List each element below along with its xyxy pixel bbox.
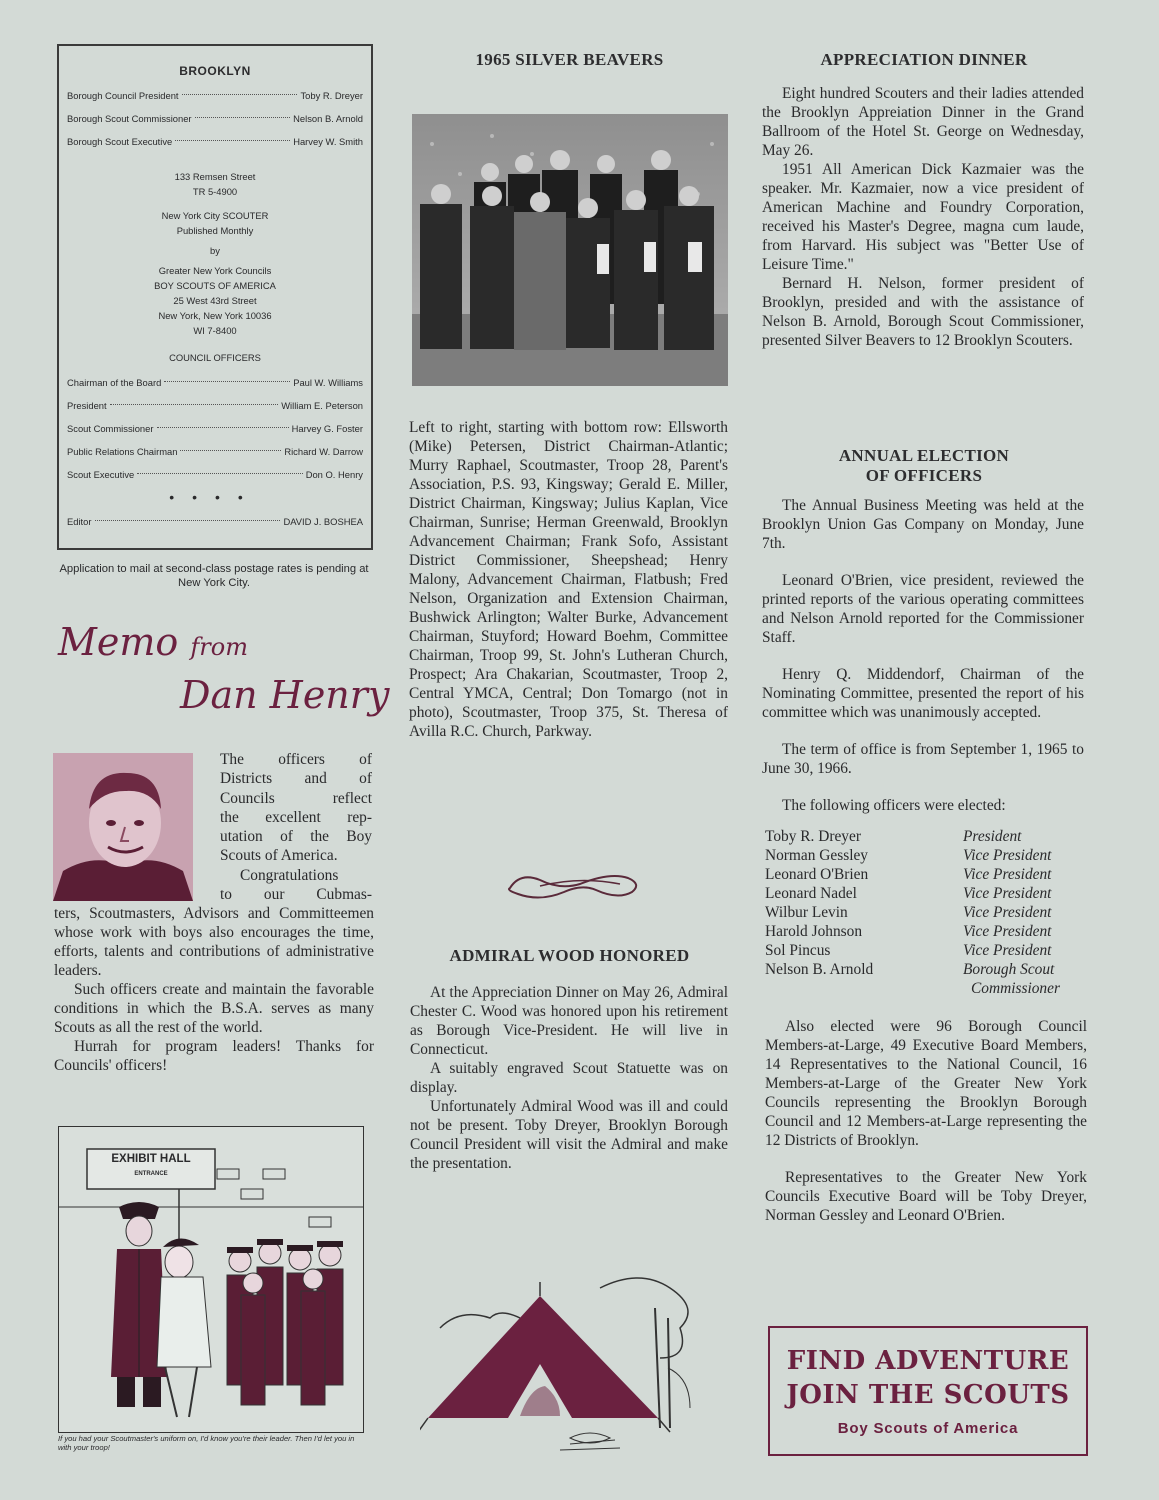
silver-beavers-caption: Left to right, starting with bottom row: Ellsworth (Mike) Petersen, District Chairman-Atlantic; Murry Raphael, Scoutmaster, Troop 28, Parent's Association, P.S. 93, Kingsway; Gerald E. Miller, District Chairman, Kingsway; Julius Kaplan, Vice Chairman, Sunrise; Herman Greenwald, Brooklyn Advancement Chairman; Frank Sofo, Assistant District Commissioner, Sheepshead; Henry Malony, Advancement Chairman, Flatbush; Fred Nelson, Organization and Extension Chairman, Bushwick Arlington; Walter Burke, Advancement Chairman, Stuyford; Howard Boehm, Committee Chairman, Troop 99, St. John's Lutheran Church, Prospect; Ara Chakarian, Scoutmaster, Troop 2, Central YMCA, Central; Don Tomargo (not in photo), Scoutmaster, Troop 375, St. Theresa of Avilla R.C. Church, Parkway. <box>409 419 728 740</box>
ad-line-2: JOIN THE SCOUTS <box>786 1380 1070 1410</box>
officer-row: Borough Scout Executive Harvey W. Smith <box>67 136 363 147</box>
officer-row: Borough Scout Commissioner Nelson B. Arnold <box>67 113 363 124</box>
election-body: The Annual Business Meeting was held at the Brooklyn Union Gas Company on Monday, June 7th. Leonard O'Brien, vice president, reviewed the printed reports of the various operating committees and Nelson Arnold reported for the Commissioner Staff. Henry Q. Middendorf, Chairman of the Nominating Committee, presented the report of his committee which was unanimously accepted. The term of office is from September 1, 1965 to June 30, 1966. The following officers were elected: <box>762 497 1084 814</box>
cartoon-caption: If you had your Scoutmaster's uniform on, I'd know you're their leader. Then I'd let you in with your troop! <box>58 1434 355 1452</box>
exhibit-sign-sub: ENTRANCE <box>134 1171 168 1177</box>
dan-henry-portrait <box>53 753 193 901</box>
council-officers-heading: COUNCIL OFFICERS <box>169 352 261 363</box>
exhibit-sign-title: EXHIBIT HALL <box>111 1153 191 1165</box>
ad-line-1: FIND ADVENTURE <box>786 1346 1070 1376</box>
officer-row: President William E. Peterson <box>67 400 363 411</box>
election-heading: ANNUAL ELECTION OF OFFICERS <box>838 446 1010 485</box>
find-adventure-ad <box>768 1326 1088 1456</box>
council-officers <box>59 371 371 486</box>
memo-wrap-text: The officers of Districts and of Councils reflect the excellent rep- utation of the Boy Scouts of America. Congratulations to our Cubmas- <box>220 751 372 904</box>
memo-body: ters, Scoutmasters, Advisors and Committeemen whose work with boys also encourages the time, efforts, talents and contributions of administrative leaders. Such officers create and maintain the favorable conditions in which the B.S.A. serves as many Scouts as all the rest of the world. Hurrah for program leaders! Thanks for Councils' officers! <box>54 905 374 1074</box>
ad-line-3: Boy Scouts of America <box>837 1420 1019 1437</box>
elected-officers-list <box>765 827 1087 998</box>
group-photo <box>412 114 728 386</box>
separator-dots: •••• <box>169 489 261 505</box>
elected-officer-row: Norman Gessley Vice President <box>765 847 1052 864</box>
borough-officers <box>59 84 371 153</box>
elected-officer-row: Harold Johnson Vice President <box>765 923 1052 940</box>
officer-row: Borough Council President Toby R. Dreyer <box>67 90 363 101</box>
flourish-ornament <box>500 862 650 906</box>
admiral-body: At the Appreciation Dinner on May 26, Admiral Chester C. Wood was honored upon his retirement as Borough Vice-President. He will live in Connecticut. A suitably engraved Scout Statuette was on display. Unfortunately Admiral Wood was ill and could not be present. Toby Dreyer, Brooklyn Borough Council President will visit the Admiral and make the presentation. <box>410 984 728 1172</box>
cartoon-panel <box>58 1126 364 1433</box>
officer-row: Scout Executive Don O. Henry <box>67 469 363 480</box>
mailing-note: Application to mail at second-class postage rates is pending at New York City. <box>59 563 369 589</box>
masthead-title: BROOKLYN <box>179 64 251 78</box>
elected-officer-row: Wilbur Levin Vice President <box>765 904 1052 921</box>
tent-illustration <box>420 1268 720 1458</box>
elected-officer-row: Toby R. Dreyer President <box>765 828 1022 845</box>
elected-officer-row: Sol Pincus Vice President <box>765 942 1052 959</box>
elected-officer-row: Leonard O'Brien Vice President <box>765 866 1052 883</box>
elected-officer-row: Commissioner <box>971 980 1060 997</box>
memo-author: Dan Henry <box>180 673 390 717</box>
officer-row: Public Relations Chairman Richard W. Darrow <box>67 446 363 457</box>
masthead-box <box>57 44 373 550</box>
memo-title: Memo from <box>58 620 248 664</box>
officer-row: Chairman of the Board Paul W. Williams <box>67 377 363 388</box>
elected-officer-row: Nelson B. Arnold Borough Scout <box>765 961 1055 978</box>
dinner-body: Eight hundred Scouters and their ladies attended the Brooklyn Appreiation Dinner in the Grand Ballroom of the Hotel St. George on Wednesday, May 26. 1951 All American Dick Kazmaier was the speaker. Mr. Kazmaier, now a vice president of American Machine and Foundry Corporation, received his Master's Degree, magna cum laude, from Harvard. His subject was "Better Use of Leisure Time." Bernard H. Nelson, former president of Brooklyn, presided and with the assistance of Nelson B. Arnold, Borough Scout Commissioner, presented Silver Beavers to 12 Brooklyn Scouters. <box>762 85 1084 349</box>
group-photo-image <box>412 114 728 386</box>
elected-officer-row: Leonard Nadel Vice President <box>765 885 1052 902</box>
portrait-image <box>53 753 193 901</box>
officer-row: Scout Commissioner Harvey G. Foster <box>67 423 363 434</box>
admiral-heading: ADMIRAL WOOD HONORED <box>449 946 690 965</box>
editor-row: Editor DAVID J. BOSHEA <box>67 516 363 527</box>
silver-beavers-heading: 1965 SILVER BEAVERS <box>475 50 664 69</box>
election-body-2: Also elected were 96 Borough Council Members-at-Large, 49 Executive Board Members, 14 Representatives to the National Council, 16 Members-at-Large of the Greater New York Councils representing the Brooklyn Borough Council and 12 Members-at-Large representing the 12 Districts of Brooklyn. Representatives to the Greater New York Councils Executive Board will be Toby Dreyer, Norman Gessley and Leonard O'Brien. <box>765 1018 1087 1224</box>
address-block: 133 Remsen Street TR 5-4900 New York City SCOUTER Published Monthly by Greater New York Councils BOY SCOUTS OF AMERICA 25 West 43rd Street New York, New York 10036 WI 7-8400 <box>154 171 276 336</box>
dinner-heading: APPRECIATION DINNER <box>820 50 1028 69</box>
